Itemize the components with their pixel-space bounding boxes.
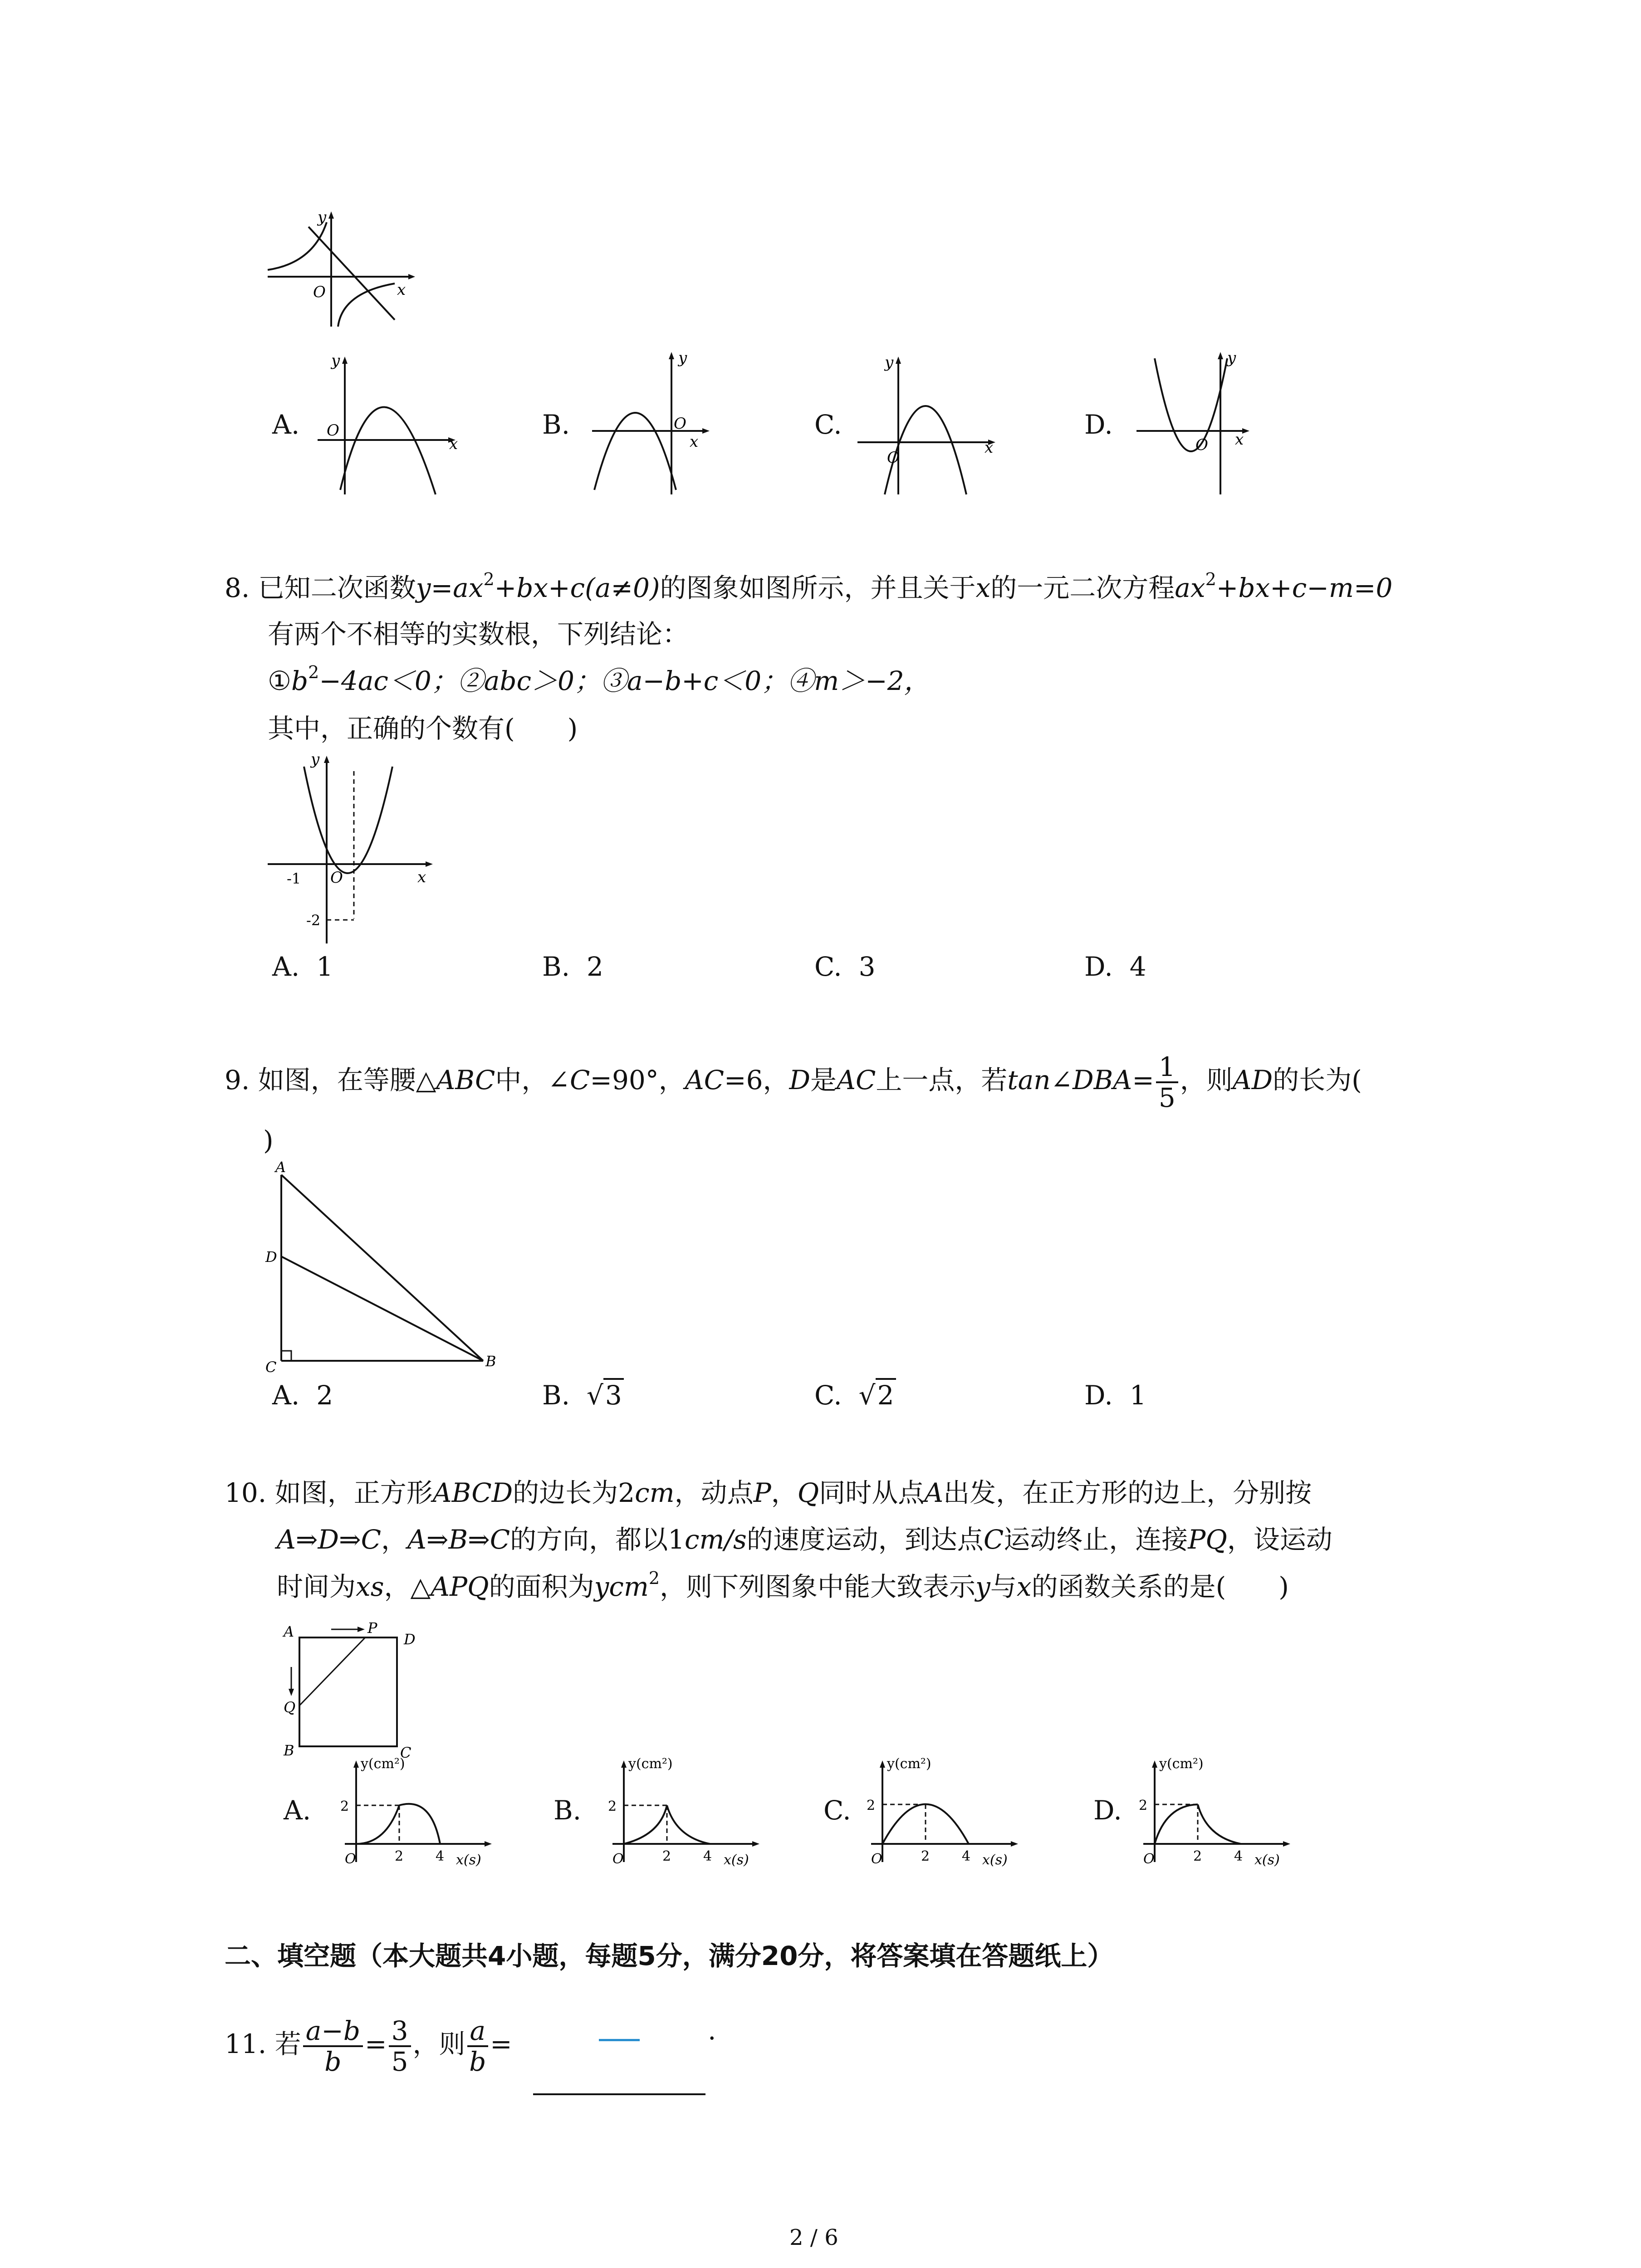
q10-b-x2: 2 [662,1848,671,1864]
q8-t-e: 的图象如图所示，并且关于 [660,572,976,603]
q8-graph [263,748,440,948]
q9-frac-n: 1 [1156,1052,1178,1083]
q7-option-c-label: C. [814,409,842,440]
q8-c1-var: b [291,665,309,696]
q10-option-d-label: D. [1093,1795,1122,1826]
q8-graph-neg1: -1 [287,870,301,887]
q9-opt-c-letter: C. [814,1380,842,1411]
q9-opt-a-letter: A. [272,1380,300,1411]
q9-t9: 是 [810,1065,837,1096]
q8-t-i: +bx+c−m=0 [1216,572,1393,603]
q7-d-o: O [1195,436,1208,454]
q7-given-y: y [318,209,327,226]
q8-c1-rest: −4ac＜0； [319,665,458,696]
q9-option-c [814,1379,896,1412]
q10-b-y2: 2 [608,1799,617,1814]
q10-line1 [225,1476,1312,1509]
q8-t-h: ax [1175,572,1205,603]
q7-given-x: x [397,281,406,299]
q9-opt-b-value: 3 [603,1378,624,1411]
q8-c4: ④m＞−2， [788,665,931,696]
q10-l3f-sup: 2 [648,1568,660,1588]
q9-t1: 如图，在等腰△ [258,1065,436,1096]
q7-option-a-label: A. [272,409,300,440]
q10-fig-p: P [367,1619,377,1637]
q9-t7: =6， [724,1065,789,1096]
q11-f1-d: b [324,2046,342,2077]
q10-fig-c: C [400,1744,411,1761]
q10-l3i: 与 [990,1571,1017,1602]
q10-l3e: 的面积为 [489,1571,594,1602]
q9-opt-b-letter: B. [542,1380,570,1411]
q10-l1g: P [753,1477,771,1508]
q8-opt-c-value: 3 [858,951,876,982]
q10-l2b: ， [381,1524,407,1555]
q9-t6: AC [685,1065,725,1096]
q8-line4: 其中，正确的个数有( ) [268,713,578,744]
q9-t11: 上一点，若 [876,1065,1008,1096]
q8-option-c [814,950,876,983]
q8-opt-b-value: 2 [586,951,603,982]
q11-period: . [708,2015,716,2046]
q11-t2: ，则 [412,2028,465,2060]
q8-c3: ③a−b+c＜0； [600,665,788,696]
q11-f1-n: a−b [303,2016,363,2047]
q11-answer-blank-mark [599,2039,640,2041]
q11-frac2 [389,2016,411,2076]
q10-l1j: 同时从点 [819,1477,925,1508]
q10-a-xlabel: x(s) [456,1852,481,1868]
q10-c-o: O [871,1851,882,1867]
q11-t3: = [490,2028,512,2060]
q10-d-x2: 2 [1193,1848,1202,1864]
q7-d-y: y [1227,349,1236,367]
q9-fig-b: B [485,1353,496,1370]
q7-given-graph [259,209,422,331]
q10-c-x4: 4 [962,1848,971,1864]
q10-l3c: ，△ [384,1571,431,1602]
section-heading-fill-in: 二、填空题（本大题共4小题，每题5分，满分20分，将答案填在答题纸上） [225,1941,1114,1971]
q10-a-o: O [345,1851,356,1867]
q9-opt-d-value: 1 [1129,1380,1146,1411]
q8-graph-x: x [417,868,426,886]
q11-f3-d: b [469,2046,486,2077]
q9-fig-d: D [265,1248,277,1266]
q8-number: 8. [225,572,250,603]
q10-l2f: cm/s [685,1524,747,1555]
q10-c-ylabel: y(cm²) [887,1756,931,1772]
q10-line3 [277,1570,1289,1603]
q7-b-y: y [678,349,687,367]
q9-opt-c-value: 2 [876,1378,896,1411]
q10-c-x2: 2 [921,1848,930,1864]
q11-number: 11. [225,2028,267,2060]
q8-opt-d-letter: D. [1084,951,1113,982]
q8-opt-b-letter: B. [542,951,570,982]
q10-l1c: 的边长为 [513,1477,618,1508]
q8-t-bsup: 2 [483,569,495,589]
q9-t5: =90°， [590,1065,685,1096]
q10-a-y2: 2 [340,1799,349,1814]
q7-option-a-graph [313,354,463,499]
q8-graph-y: y [311,750,320,768]
q10-d-x4: 4 [1234,1848,1243,1864]
q11-frac3 [467,2016,489,2076]
q8-t-a: 已知二次函数 [258,572,416,603]
q8-t-f: x [975,572,991,603]
q8-t-d: (a≠0) [585,572,660,603]
q10-l2e: 1 [668,1524,685,1555]
q10-l3g: ，则下列图象中能大致表示 [660,1571,976,1602]
q10-a-x2: 2 [395,1848,404,1864]
q8-t-b: y=ax [416,572,484,603]
q8-c2: ②abc＞0； [457,665,601,696]
q8-opt-a-letter: A. [272,951,300,982]
q7-b-x: x [690,433,699,451]
q10-square-figure [268,1619,440,1765]
q10-d-o: O [1143,1851,1155,1867]
q10-option-b-label: B. [554,1795,582,1826]
q9-frac-d: 5 [1158,1082,1176,1113]
q10-number: 10. [225,1477,267,1508]
q7-a-x: x [449,435,458,453]
q8-graph-neg2: -2 [306,912,321,929]
q7-option-c-graph [853,354,1003,499]
q10-a-x4: 4 [436,1848,445,1864]
q9-t15: AD [1232,1065,1273,1096]
q7-b-o: O [674,415,686,433]
q8-line1 [225,569,1393,604]
q7-d-x: x [1235,430,1244,449]
q8-line2: 有两个不相等的实数根，下列结论： [268,619,689,650]
q7-option-d-label: D. [1084,409,1113,440]
q10-l3a: 时间为 [277,1571,356,1602]
q8-t-c: +bx+c [494,572,585,603]
q10-l2c: A⇒B⇒C [407,1524,510,1555]
q9-t2: ABC [436,1065,495,1096]
q11-f2-d: 5 [391,2046,408,2077]
q10-c-xlabel: x(s) [982,1852,1008,1868]
q8-t-g: 的一元二次方程 [990,572,1175,603]
q8-c1-sup: 2 [308,662,319,682]
q11-f2-n: 3 [389,2016,411,2047]
q9-t16: 的长为( [1273,1065,1362,1096]
q11-t1: 若 [274,2028,301,2060]
q8-conclusions [268,662,931,697]
q8-graph-o: O [330,869,343,887]
q10-option-b-graph [603,1755,776,1869]
q10-option-c-graph [862,1755,1034,1869]
sqrt-icon: √ [858,1380,876,1411]
q7-c-x: x [985,439,994,457]
q10-l1d: 2 [618,1477,635,1508]
q10-l1a: 如图，正方形 [274,1477,433,1508]
sqrt-icon: √ [586,1380,603,1411]
q10-fig-a: A [284,1623,294,1640]
q11-answer-line[interactable] [533,2093,705,2095]
q9-line2: ) [263,1125,274,1156]
q10-l1f: ，动点 [674,1477,754,1508]
q10-fig-q: Q [284,1699,296,1716]
q10-l1b: ABCD [432,1477,513,1508]
q10-b-x4: 4 [703,1848,712,1864]
q10-l2k: ，设运动 [1227,1524,1332,1555]
q10-fig-d: D [404,1631,416,1648]
q8-option-d [1084,950,1146,983]
q10-option-a-label: A. [284,1795,311,1826]
q8-option-a [272,950,333,983]
q11-frac1 [303,2016,363,2076]
q9-option-b [542,1379,624,1412]
page-number: 2 / 6 [789,2225,838,2250]
q8-opt-c-letter: C. [814,951,842,982]
q10-d-ylabel: y(cm²) [1159,1756,1204,1772]
q10-option-c-label: C. [823,1795,851,1826]
q10-l3j: x [1016,1571,1032,1602]
q9-t10: AC [837,1065,876,1096]
q7-a-y: y [331,354,340,370]
q9-opt-d-letter: D. [1084,1380,1113,1411]
q9-number: 9. [225,1065,250,1096]
q9-fraction [1156,1052,1178,1112]
q10-l3f: ycm [594,1571,649,1602]
q10-option-d-graph [1134,1755,1307,1869]
q7-option-d-graph [1130,349,1266,499]
q10-l2d: 的方向，都以 [510,1524,668,1555]
q9-t8: D [789,1065,811,1096]
q10-c-y2: 2 [867,1798,876,1813]
q9-t14: ，则 [1180,1065,1233,1096]
q11-f3-n: a [467,2016,489,2047]
q9-fig-a: A [275,1158,286,1176]
q9-triangle-figure [261,1157,506,1379]
q10-l2h: C [983,1524,1004,1555]
q8-opt-a-value: 1 [316,951,333,982]
q10-l3b: xs [356,1571,384,1602]
q9-option-a [272,1379,333,1412]
q8-t-hsup: 2 [1205,569,1216,589]
q10-l1e: cm [635,1477,675,1508]
q10-l1l: 出发，在正方形的边上，分别按 [943,1477,1312,1508]
q8-opt-d-value: 4 [1129,951,1146,982]
q10-l1i: Q [797,1477,819,1508]
q9-t12: tan∠DBA [1007,1065,1132,1096]
q10-b-ylabel: y(cm²) [628,1756,673,1772]
q9-t4: C [569,1065,590,1096]
q11-line [225,2016,512,2076]
q10-l3d: APQ [431,1571,489,1602]
q7-c-y: y [885,354,894,371]
q9-t13: = [1132,1065,1154,1096]
q7-c-o: O [887,449,900,467]
q10-l3k: 的函数关系的是( ) [1031,1571,1289,1602]
q9-t3: 中，∠ [495,1065,570,1096]
q10-l2g: 的速度运动，到达点 [746,1524,984,1555]
q10-l1k: A [924,1477,944,1508]
q8-option-b [542,950,603,983]
q10-option-a-graph [336,1755,508,1869]
q9-opt-a-value: 2 [316,1380,333,1411]
q10-l2a: A⇒D⇒C [277,1524,381,1555]
q10-l3h: y [975,1571,990,1602]
q10-line2 [277,1523,1332,1556]
q10-b-xlabel: x(s) [724,1852,749,1868]
q9-line1 [225,1052,1362,1112]
q7-given-origin: O [313,283,326,301]
q9-option-d [1084,1379,1146,1412]
q9-fig-c: C [265,1359,277,1376]
q10-d-xlabel: x(s) [1254,1852,1280,1868]
q10-fig-b: B [284,1742,294,1759]
q7-option-b-graph [585,349,721,499]
q10-d-y2: 2 [1139,1798,1148,1813]
q7-a-o: O [327,421,339,440]
q10-l2j: PQ [1188,1524,1227,1555]
q10-a-ylabel: y(cm²) [361,1756,405,1772]
q10-l1h: ， [771,1477,798,1508]
q10-l2i: 运动终止，连接 [1004,1524,1188,1555]
q10-b-o: O [612,1851,624,1867]
q8-c1-prefix: ① [268,665,291,696]
q7-option-b-label: B. [542,409,570,440]
q11-eq: = [365,2028,387,2060]
